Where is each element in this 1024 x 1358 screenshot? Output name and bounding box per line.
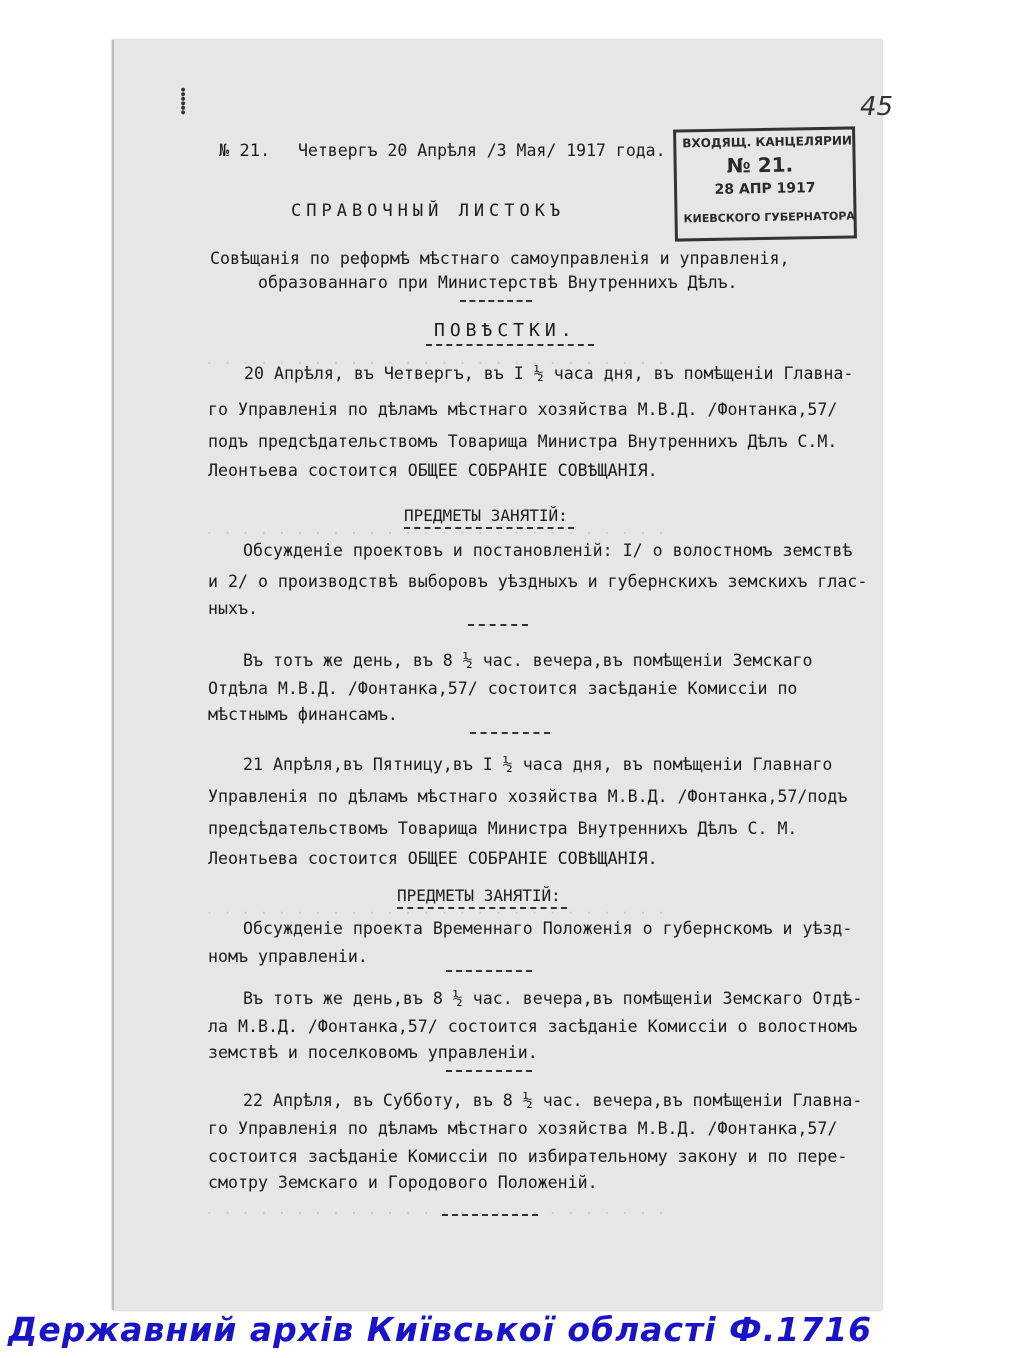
- handwritten-page-number: 45: [860, 92, 894, 122]
- subjects-heading-2: ПРЕДМЕТЫ ЗАНЯТІЙ:: [397, 886, 561, 905]
- subjects-heading-1: ПРЕДМЕТЫ ЗАНЯТІЙ:: [404, 506, 568, 525]
- meeting-4-line-3: земствѣ и поселковомъ управленіи.: [208, 1043, 538, 1062]
- meeting-2-line-1: Въ тотъ же день, въ 8 ½ час. вечера,въ помѣщеніи Земскаго: [243, 651, 813, 670]
- registry-stamp: [673, 126, 857, 241]
- meeting-1-line-3: подъ предсѣдательствомъ Товарища Министра Внутреннихъ Дѣлъ С.М.: [208, 432, 838, 451]
- heading-underline: [426, 344, 594, 346]
- meeting-1-line-1: 20 Апрѣля, въ Четвергъ, въ I ½ часа дня, въ помѣщеніи Главна-: [244, 364, 854, 383]
- meeting-3-line-1: 21 Апрѣля,въ Пятницу,въ I ½ часа дня, въ помѣщеніи Главнаго: [243, 755, 833, 774]
- bleed-through-text: . . . . . . . . . . . . . . . . . . . . . . . . . .: [205, 1200, 666, 1218]
- meeting-1-line-4: Леонтьева состоится ОБЩЕЕ СОБРАНІЕ СОВѢЩАНІЯ.: [208, 461, 658, 480]
- divider: [442, 1214, 538, 1216]
- archive-watermark: Державний архів Київської області Ф.1716: [8, 1310, 873, 1349]
- divider: [446, 1070, 532, 1072]
- stamp-line-3: 28 АПР 1917: [714, 180, 816, 198]
- document-title: СПРАВОЧНЫЙ ЛИСТОКЪ: [291, 201, 566, 221]
- stamp-line-2: № 21.: [726, 152, 794, 178]
- subjects-2-line-2: номъ управленіи.: [208, 947, 368, 966]
- subjects-underline: [397, 907, 567, 909]
- meeting-3-line-3: предсѣдательствомъ Товарища Министра Внутреннихъ Дѣлъ С. М.: [208, 819, 798, 838]
- subjects-1-line-2: и 2/ о производствѣ выборовъ уѣздныхъ и губернскихъ земскихъ глас-: [208, 572, 868, 591]
- subjects-2-line-1: Обсужденіе проекта Временнаго Положенія о губернскомъ и уѣзд-: [243, 919, 853, 938]
- bleed-through-text: . . . . . . . . . . . . . . . . . . . . . . . . . .: [205, 350, 666, 368]
- meeting-5-line-4: смотру Земскаго и Городового Положеній.: [208, 1173, 598, 1192]
- meeting-2-line-2: Отдѣла М.В.Д. /Фонтанка,57/ состоится засѣданіе Комиссіи по: [208, 679, 798, 698]
- meeting-3-line-2: Управленія по дѣламъ мѣстнаго хозяйства М.В.Д. /Фонтанка,57/подъ: [208, 787, 848, 806]
- divider: [468, 624, 528, 626]
- subjects-underline: [404, 527, 574, 529]
- margin-tick-mark: ⸽: [180, 87, 187, 115]
- title-line-2: образованнаго при Министерствѣ Внутреннихъ Дѣлъ.: [258, 273, 738, 292]
- title-line-1: Совѣщанія по реформѣ мѣстнаго самоуправленія и управленія,: [210, 249, 790, 268]
- stamp-line-1: ВХОДЯЩ. КАНЦЕЛЯРИИ: [682, 133, 853, 151]
- meeting-5-line-3: состоится засѣданіе Комиссіи по избирательному закону и по пере-: [208, 1147, 848, 1166]
- meeting-1-line-2: го Управленія по дѣламъ мѣстнаго хозяйства М.В.Д. /Фонтанка,57/: [208, 400, 838, 419]
- issue-number: № 21.: [219, 141, 271, 161]
- meeting-5-line-1: 22 Апрѣля, въ Субботу, въ 8 ½ час. вечера,въ помѣщеніи Главна-: [243, 1091, 863, 1110]
- agenda-heading: ПОВѢСТКИ.: [434, 320, 577, 341]
- meeting-4-line-2: ла М.В.Д. /Фонтанка,57/ состоится засѣданіе Комиссіи о волостномъ: [208, 1017, 858, 1036]
- stamp-line-4: КИЕВСКОГО ГУБЕРНАТОРА: [683, 209, 855, 226]
- meeting-4-line-1: Въ тотъ же день,въ 8 ½ час. вечера,въ помѣщеніи Земскаго Отдѣ-: [243, 989, 863, 1008]
- subjects-1-line-3: ныхъ.: [208, 599, 258, 618]
- meeting-2-line-3: мѣстнымъ финансамъ.: [208, 705, 398, 724]
- bleed-through-text: . . . . . . . . . . . . . . . . . . . . . . . . . .: [205, 900, 666, 918]
- divider: [470, 732, 550, 734]
- meeting-3-line-4: Леонтьева состоится ОБЩЕЕ СОБРАНІЕ СОВѢЩАНІЯ.: [208, 849, 658, 868]
- issue-date: Четвергъ 20 Апрѣля /3 Мая/ 1917 года.: [298, 141, 666, 160]
- subjects-1-line-1: Обсужденіе проектовъ и постановленій: I/ о волостномъ земствѣ: [243, 541, 853, 560]
- meeting-5-line-2: го Управленія по дѣламъ мѣстнаго хозяйства М.В.Д. /Фонтанка,57/: [208, 1119, 838, 1138]
- bleed-through-text: . . . . . . . . . . . . . . . . . . . . . . . . . .: [205, 520, 666, 538]
- divider: [460, 300, 532, 302]
- divider: [446, 970, 532, 972]
